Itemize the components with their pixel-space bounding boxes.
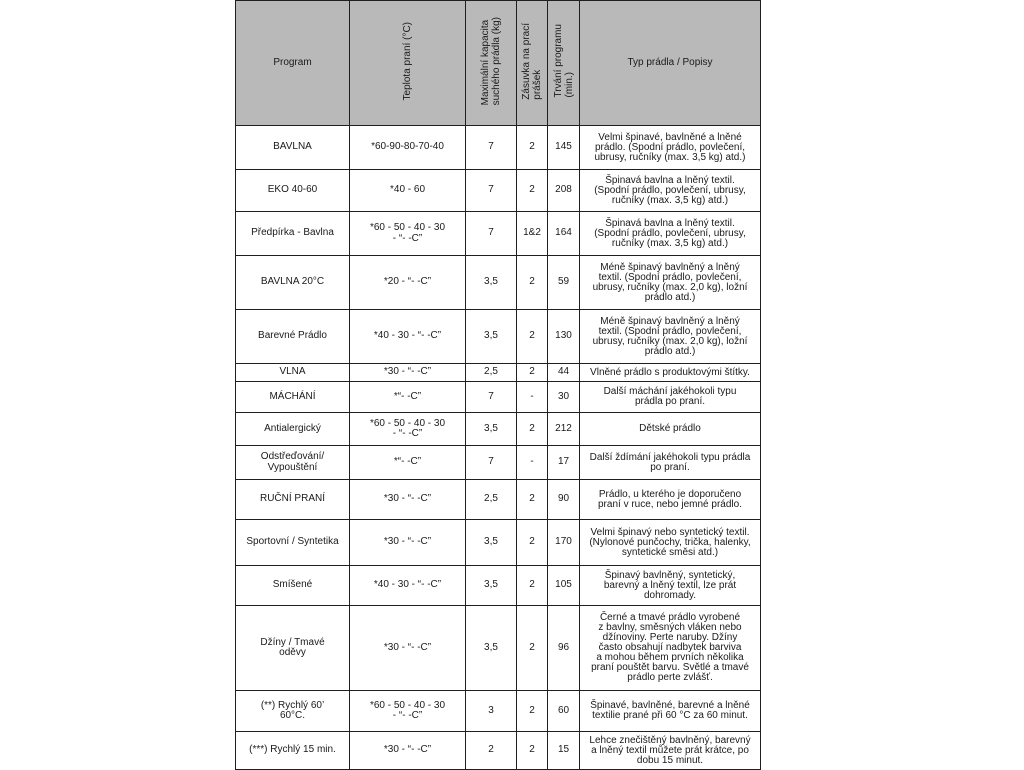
capacity-cell: 3,5	[466, 520, 517, 566]
duration-cell: 90	[548, 480, 580, 520]
temperature-cell: *“- -C”	[350, 382, 466, 413]
description-cell: Méně špinavý bavlněný a lněný textil. (Spodní prádlo, povlečení, ubrusy, ručníky (max. 2,0 kg), ložní prádlo atd.)	[580, 310, 761, 364]
program-cell: Odstřeďování/ Vypouštění	[236, 446, 350, 480]
temperature-cell: *40 - 60	[350, 170, 466, 212]
temperature-cell: *40 - 30 - “- -C”	[350, 310, 466, 364]
program-cell: (**) Rychlý 60’ 60°C.	[236, 691, 350, 732]
program-cell: Džíny / Tmavé oděvy	[236, 606, 350, 691]
temperature-cell: *30 - “- -C”	[350, 480, 466, 520]
description-cell: Další máchání jakéhokoli typu prádla po praní.	[580, 382, 761, 413]
duration-cell: 105	[548, 566, 580, 606]
duration-cell: 170	[548, 520, 580, 566]
duration-cell: 130	[548, 310, 580, 364]
table-row	[236, 256, 761, 310]
table-row	[236, 413, 761, 446]
detergent-drawer-cell: 2	[517, 170, 548, 212]
capacity-cell: 3,5	[466, 413, 517, 446]
detergent-drawer-cell: 2	[517, 691, 548, 732]
header-program: Program	[236, 1, 350, 126]
description-cell: Další ždímání jakéhokoli typu prádla po praní.	[580, 446, 761, 480]
capacity-cell: 2,5	[466, 364, 517, 382]
table-row	[236, 732, 761, 770]
table-row	[236, 126, 761, 170]
table-body	[236, 126, 761, 770]
table-row	[236, 382, 761, 413]
table-row	[236, 212, 761, 256]
program-cell: Předpírka - Bavlna	[236, 212, 350, 256]
program-cell: Antialergický	[236, 413, 350, 446]
description-cell: Špinavá bavlna a lněný textil. (Spodní prádlo, povlečení, ubrusy, ručníky (max. 3,5 kg) atd.)	[580, 170, 761, 212]
description-cell: Špinavé, bavlněné, barevné a lněné textilie prané při 60 °C za 60 minut.	[580, 691, 761, 732]
temperature-cell: *20 - “- -C”	[350, 256, 466, 310]
table-row	[236, 170, 761, 212]
table-row	[236, 691, 761, 732]
program-cell: Sportovní / Syntetika	[236, 520, 350, 566]
detergent-drawer-cell: 1&2	[517, 212, 548, 256]
description-cell: Lehce znečištěný bavlněný, barevný a lněný textil můžete prát krátce, po dobu 15 minut.	[580, 732, 761, 770]
detergent-drawer-cell: 2	[517, 126, 548, 170]
program-cell: Barevné Prádlo	[236, 310, 350, 364]
detergent-drawer-cell: 2	[517, 566, 548, 606]
detergent-drawer-cell: 2	[517, 606, 548, 691]
description-cell: Prádlo, u kterého je doporučeno praní v ruce, nebo jemné prádlo.	[580, 480, 761, 520]
capacity-cell: 3,5	[466, 256, 517, 310]
detergent-drawer-cell: 2	[517, 310, 548, 364]
duration-cell: 60	[548, 691, 580, 732]
duration-cell: 17	[548, 446, 580, 480]
capacity-cell: 7	[466, 212, 517, 256]
capacity-cell: 2	[466, 732, 517, 770]
description-cell: Špinavá bavlna a lněný textil. (Spodní prádlo, povlečení, ubrusy, ručníky (max. 3,5 kg) atd.)	[580, 212, 761, 256]
detergent-drawer-cell: 2	[517, 520, 548, 566]
table-row	[236, 480, 761, 520]
duration-cell: 59	[548, 256, 580, 310]
capacity-cell: 7	[466, 382, 517, 413]
capacity-cell: 7	[466, 170, 517, 212]
header-row	[236, 1, 761, 126]
duration-cell: 164	[548, 212, 580, 256]
temperature-cell: *30 - “- -C”	[350, 364, 466, 382]
description-cell: Méně špinavý bavlněný a lněný textil. (Spodní prádlo, povlečení, ubrusy, ručníky (max. 2,0 kg), ložní prádlo atd.)	[580, 256, 761, 310]
capacity-cell: 3	[466, 691, 517, 732]
capacity-cell: 7	[466, 446, 517, 480]
header-temperature: Teplota praní (°C)	[350, 1, 466, 126]
detergent-drawer-cell: 2	[517, 256, 548, 310]
program-cell: (***) Rychlý 15 min.	[236, 732, 350, 770]
duration-cell: 15	[548, 732, 580, 770]
duration-cell: 208	[548, 170, 580, 212]
capacity-cell: 7	[466, 126, 517, 170]
capacity-cell: 3,5	[466, 310, 517, 364]
program-cell: BAVLNA 20°C	[236, 256, 350, 310]
temperature-cell: *“- -C”	[350, 446, 466, 480]
duration-cell: 44	[548, 364, 580, 382]
temperature-cell: *40 - 30 - “- -C”	[350, 566, 466, 606]
temperature-cell: *60-90-80-70-40	[350, 126, 466, 170]
header-detergent-drawer: Zásuvka na prací prášek	[517, 1, 548, 126]
table-row	[236, 446, 761, 480]
detergent-drawer-cell: 2	[517, 480, 548, 520]
program-cell: RUČNÍ PRANÍ	[236, 480, 350, 520]
capacity-cell: 3,5	[466, 606, 517, 691]
header-description: Typ prádla / Popisy	[580, 1, 761, 126]
detergent-drawer-cell: 2	[517, 413, 548, 446]
capacity-cell: 2,5	[466, 480, 517, 520]
program-cell: EKO 40-60	[236, 170, 350, 212]
wash-programs-table	[235, 0, 761, 770]
program-cell: BAVLNA	[236, 126, 350, 170]
description-cell: Vlněné prádlo s produktovými štítky.	[580, 364, 761, 382]
description-cell: Velmi špinavé, bavlněné a lněné prádlo. (Spodní prádlo, povlečení, ubrusy, ručníky (max. 3,5 kg) atd.)	[580, 126, 761, 170]
duration-cell: 212	[548, 413, 580, 446]
duration-cell: 145	[548, 126, 580, 170]
description-cell: Špinavý bavlněný, syntetický, barevný a lněný textil, lze prát dohromady.	[580, 566, 761, 606]
program-cell: MÁCHÁNÍ	[236, 382, 350, 413]
program-cell: VLNA	[236, 364, 350, 382]
temperature-cell: *30 - “- -C”	[350, 732, 466, 770]
table-row	[236, 310, 761, 364]
duration-cell: 96	[548, 606, 580, 691]
detergent-drawer-cell: -	[517, 446, 548, 480]
description-cell: Černé a tmavé prádlo vyrobené z bavlny, směsných vláken nebo džínoviny. Perte naruby. Džíny často obsahují nadbytek barviva a mohou během prvních několika praní pouštět barvu. Světlé a tmavé prádlo perte zvlášť.	[580, 606, 761, 691]
description-cell: Velmi špinavý nebo syntetický textil. (Nylonové punčochy, trička, halenky, syntetické směsi atd.)	[580, 520, 761, 566]
description-cell: Dětské prádlo	[580, 413, 761, 446]
table-row	[236, 566, 761, 606]
temperature-cell: *30 - “- -C”	[350, 606, 466, 691]
temperature-cell: *30 - “- -C”	[350, 520, 466, 566]
temperature-cell: *60 - 50 - 40 - 30 - “- -C”	[350, 413, 466, 446]
capacity-cell: 3,5	[466, 566, 517, 606]
header-capacity: Maximální kapacita suchého prádla (kg)	[466, 1, 517, 126]
program-cell: Smíšené	[236, 566, 350, 606]
detergent-drawer-cell: 2	[517, 732, 548, 770]
duration-cell: 30	[548, 382, 580, 413]
table-row	[236, 606, 761, 691]
header-duration: Trvání programu (min.)	[548, 1, 580, 126]
table-row	[236, 520, 761, 566]
temperature-cell: *60 - 50 - 40 - 30 - “- -C”	[350, 212, 466, 256]
temperature-cell: *60 - 50 - 40 - 30 - “- -C”	[350, 691, 466, 732]
detergent-drawer-cell: -	[517, 382, 548, 413]
detergent-drawer-cell: 2	[517, 364, 548, 382]
table-row	[236, 364, 761, 382]
